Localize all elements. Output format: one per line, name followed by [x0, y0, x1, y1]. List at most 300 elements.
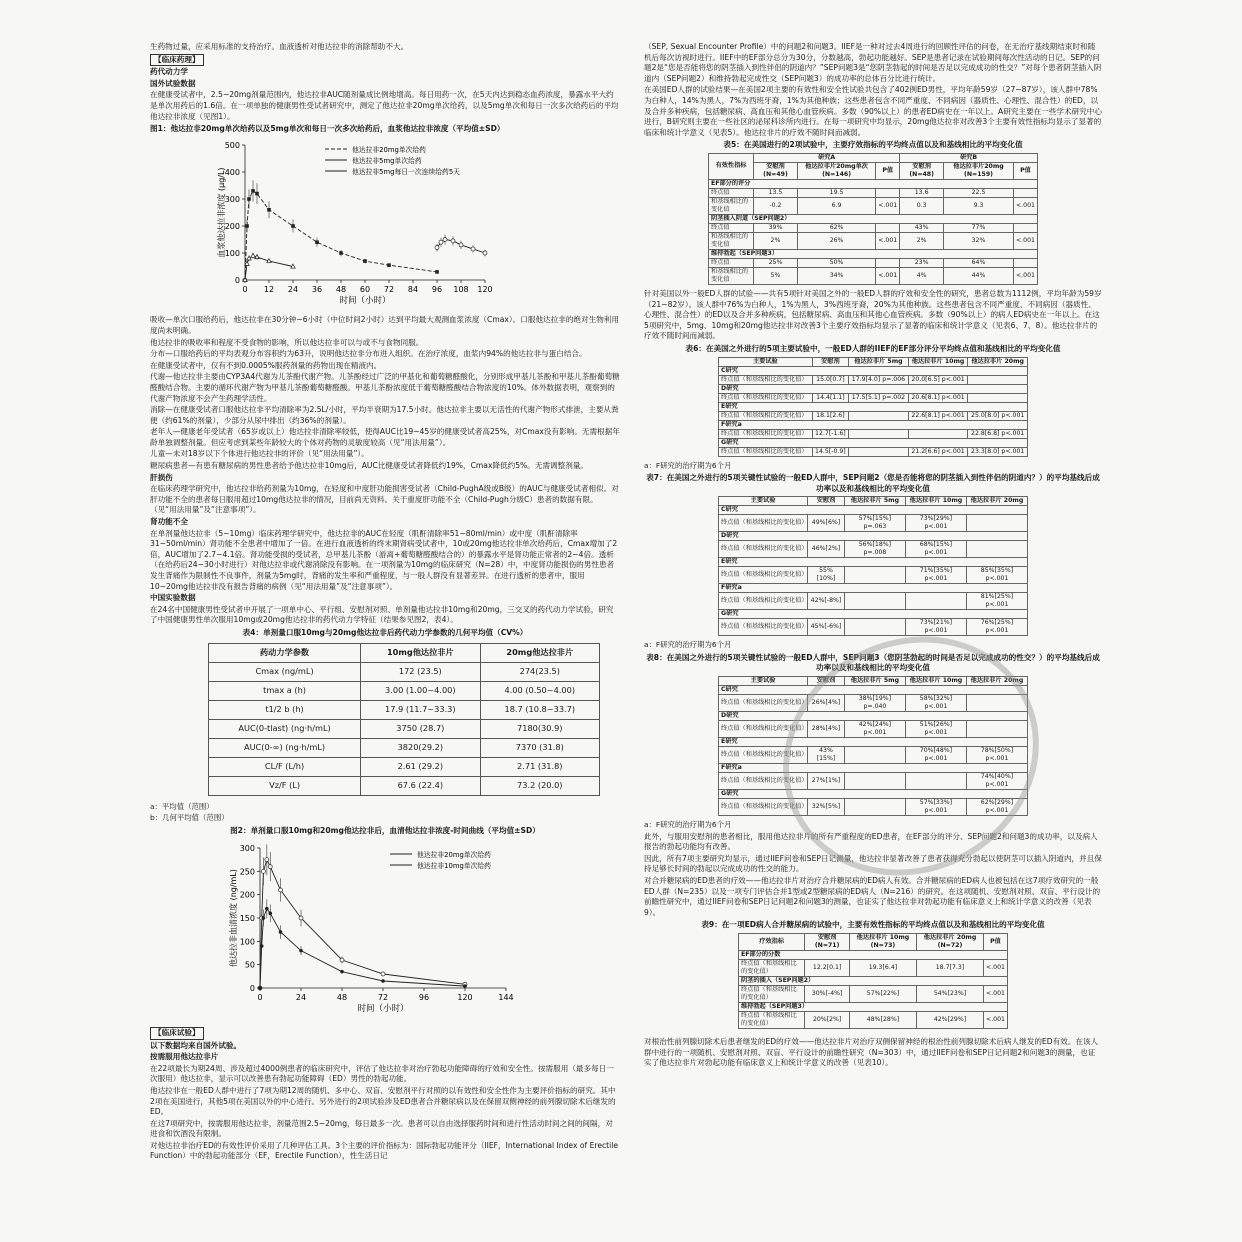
table-cell: AUC(0-∞) (ng·h/mL)	[209, 738, 361, 757]
table-cell: 20.6[8.1] p<.001	[908, 393, 968, 402]
right-column	[644, 42, 1102, 1070]
table-section-row	[719, 366, 1028, 375]
table-cell: 77%	[944, 223, 1014, 232]
table-cell	[1013, 223, 1037, 232]
table-section-row	[709, 214, 1038, 223]
data-point	[265, 858, 269, 862]
data-point	[443, 237, 447, 241]
table-cell: 终点值（和基线相比的变化值）	[719, 515, 808, 532]
x-tick-label: 96	[431, 284, 443, 294]
table5-caption: 表5：在美国进行的2项试验中，主要疗效指标的平均终点值以及和基线相比的平均变化值	[723, 140, 1023, 150]
figure1-caption: 图1：他达拉非20mg单次给药以及5mg单次和每日一次多次给药后，血浆他达拉非浓度（平均值±SD）	[150, 124, 505, 134]
table-cell: 终点值（和基线相比的变化值）	[719, 567, 808, 584]
table-cell: D研究	[719, 532, 1028, 541]
data-point	[291, 224, 295, 228]
diabetes-paragraph: 糖尿病患者—有患有糖尿病的男性患者给予他达拉非10mg后，AUC比健康受试者降低约19%，Cmax降低约5%。无需调整剂量。	[150, 461, 589, 471]
liver-heading: 肝损伤	[150, 472, 173, 482]
data-point	[265, 907, 269, 911]
y-tick-label: 300	[239, 844, 255, 854]
table-cell: 他达拉非片 20mg	[966, 677, 1027, 686]
table7-body	[719, 506, 1028, 636]
table-cell: 2.61 (29.2)	[361, 757, 480, 776]
table9	[738, 933, 1008, 1029]
table-section-row	[719, 558, 1028, 567]
table-cell	[966, 541, 1027, 558]
table-row	[739, 986, 1008, 1003]
legend-label: 他达拉非20mg单次给药	[417, 851, 491, 860]
table4	[208, 643, 600, 796]
note-a: a：平均值（范围）	[150, 801, 214, 811]
table-section-row	[719, 764, 1028, 773]
data-point	[435, 245, 439, 249]
table-cell	[876, 258, 900, 267]
data-point	[279, 931, 283, 935]
table9-body	[739, 951, 1008, 1029]
table-cell: 81%[25%] p<.001	[966, 593, 1027, 610]
table-cell: 46%[2%]	[808, 541, 845, 558]
table-cell: C研究	[719, 506, 1028, 515]
table-cell: 70%[48%] p<.001	[905, 747, 966, 764]
table9-header: P值	[984, 934, 1008, 951]
table-cell: 68%[15%] p<.001	[905, 541, 966, 558]
x-tick-label: 24	[287, 284, 299, 294]
table5-group-b: 研究B	[900, 153, 1038, 162]
table-cell: 62%[29%] p<.001	[966, 799, 1027, 816]
figure1-chart	[150, 137, 610, 312]
table-cell: 12.2[0.1]	[805, 960, 850, 977]
trials-paragraph-4: 对他达拉非治疗ED的有效性评价采用了几种评估工具。3个主要的评价指标为：国际勃起功能评分（IIEF，International Index of Erectile Function）中的勃起功能部分（EF，Erectile Function），性生活日记	[150, 1140, 619, 1161]
data-point	[267, 208, 271, 212]
table-cell: EF部分的分数	[739, 951, 1008, 960]
table-cell: 62%	[797, 223, 875, 232]
table-cell: E研究	[719, 558, 1028, 567]
table5-header: 他达拉非片20mg单次 (N=146)	[797, 162, 875, 179]
table-cell: 55%[10%]	[808, 567, 845, 584]
pk-paragraph: 在健康受试者中，2.5~20mg剂量范围内，他达拉非AUC随剂量成比例地增高。每日用药一次，在5天内达到稳态血药浓度，暴露水平大约是单次用药后的1.6倍。在一项单独的健康男性受试者研究中，测定了他达拉非20mg单次给药，以及5mg单次和每日一次多次给药后的平均他达拉非浓度（见图1）。	[150, 90, 619, 121]
table-row	[719, 695, 1028, 712]
y-tick-label: 150	[239, 914, 255, 924]
x-tick-label: 72	[383, 284, 395, 294]
y-tick-label: 500	[224, 140, 240, 150]
table-cell: 他达拉非片 10mg	[908, 357, 968, 366]
table-cell: E研究	[719, 402, 1028, 411]
table-cell: 13.5	[754, 188, 798, 197]
table-cell: <.001	[984, 986, 1008, 1003]
x-axis-label: 时间（小时）	[339, 295, 391, 306]
liver-paragraph: 在临床药理学研究中，他达拉非给药剂量为10mg，在轻度和中度肝功能损害受试者（Child-PughA级或B级）的AUC与健康受试者相似。对肝功能不全的患者每日服用超过10mg他达拉非的情况，目前尚无资料。关于重度肝功能不全（Child-Pugh分级C）患者的数据有限。（见“用法用量”及“注意事项”）。	[150, 484, 619, 515]
table-cell: G研究	[719, 438, 1028, 447]
us-trials-paragraph: 在美国ED人群的试验结果—在美国2项主要的有效性和安全性试验共包含了402例ED男性，平均年龄59岁（27~87岁），该人群中78%为白种人，14%为黑人，7%为西班牙裔，1%为其他种族；这些患者包含不同严重度、不同病因（器质性、心理性、混合性）的ED，以及合并多种疾病，包括糖尿病、高血压和其他心血管疾病。多数（90%以上）的患者ED病史在一年以上。A研究主要在一些学术研究中心进行，B研究则主要在一些社区的泌尿科诊所内进行。在每一项研究中均显示，20mg他达拉非对改善3个主要有效性指标均显示了显著的临床和统计学意义（见表5）。他达拉非片的疗效不随时间而减弱。	[644, 85, 1102, 137]
table-cell: <.001	[1013, 267, 1037, 284]
table-cell: E研究	[719, 738, 1028, 747]
table-cell: 15.0[0.7]	[812, 375, 848, 384]
table-cell	[968, 375, 1028, 384]
table-cell: 17.9 (11.7~33.3)	[361, 700, 480, 719]
table-cell: 19.3[6.4]	[849, 960, 916, 977]
data-point	[268, 912, 272, 916]
table9-header: 安慰剂 (N=71)	[805, 934, 850, 951]
table-cell: 26%[4%]	[808, 695, 845, 712]
table-row	[209, 738, 600, 757]
table-cell	[849, 429, 909, 438]
table-section-row	[739, 1003, 1008, 1012]
table-cell: 他达拉非片 10mg	[905, 497, 966, 506]
x-tick-label: 84	[407, 284, 419, 294]
table-cell: 安慰剂	[808, 677, 845, 686]
table5-header: 他达拉非片20mg (N=159)	[944, 162, 1014, 179]
prostatectomy-paragraph: 对根治性前列腺切除术后患者继发的ED的疗效——他达拉非片对治疗双侧保留神经的根治性前列腺切除术后病人继发的ED有效。在该人群中进行的一项随机、安慰剂对照、双盲、平行设计的前瞻性研究（N=303）中，通过IIEF问卷和SEP日记问题2和问题3的测量，也证实了他达拉非片对勃起功能有临床意义上和统计学意义的改善（见表10）。	[644, 1037, 1099, 1068]
table4-header: 药动力学参数	[209, 643, 361, 662]
table-cell: 和基线相比的变化值	[709, 232, 754, 249]
table-cell: 14.5[-0.9]	[812, 447, 848, 456]
table-cell: 18.7[7.3]	[916, 960, 983, 977]
table-cell: 主要试验	[719, 677, 808, 686]
table-cell: 44%	[944, 267, 1014, 284]
table-cell: 终点值（和基线相比的变化值）	[719, 747, 808, 764]
table5-header: 安慰剂 (N=49)	[754, 162, 798, 179]
table-cell: 34%	[797, 267, 875, 284]
table-cell: 3820(29.2)	[361, 738, 480, 757]
table-cell	[966, 695, 1027, 712]
table-cell: 48%[28%]	[849, 1012, 916, 1029]
data-point	[387, 263, 391, 267]
table-cell: 终点值（和基线相比的变化值）	[719, 695, 808, 712]
table-cell: 28%[4%]	[808, 721, 845, 738]
table-cell: 他达拉非片 20mg	[966, 497, 1027, 506]
table-cell: 主要试验	[719, 497, 808, 506]
table-cell: 43%[15%]	[808, 747, 845, 764]
y-tick-label: 200	[224, 221, 240, 231]
x-tick-label: 0	[242, 284, 248, 294]
table4-header: 10mg他达拉非片	[361, 643, 480, 662]
table-cell: 终点值（和基线相比的变化值）	[719, 411, 813, 420]
table-cell: 22.6[8.1] p<.001	[908, 411, 968, 420]
table-cell: CL/F (L/h)	[209, 757, 361, 776]
table-cell: 终点值（和基线相比的变化值）	[739, 1012, 805, 1029]
table5-body	[709, 179, 1038, 284]
y-tick-label: 0	[249, 984, 255, 994]
data-point	[279, 888, 283, 892]
data-point	[258, 987, 262, 991]
table-row	[209, 662, 600, 681]
left-column	[150, 42, 620, 1163]
table-cell: 安慰剂	[812, 357, 848, 366]
table-row	[709, 267, 1038, 284]
table6-caption: 表6：在美国之外进行的5项主要试验中，一般ED人群的IIEF的EF部分评分平均终点值和基线相比的平均变化值	[685, 343, 1061, 353]
table-cell	[849, 447, 909, 456]
table-cell	[905, 593, 966, 610]
trials-paragraph-3: 在这7项研究中，按需服用他达拉非，剂量范围2.5~20mg，每日最多一次。患者可以自由选择服药时间和进行性活动时间之间的间隔，对进食和饮酒没有限制。	[150, 1118, 613, 1139]
table-cell: 78%[50%] p<.001	[966, 747, 1027, 764]
kidney-heading: 肾功能不全	[150, 517, 188, 527]
table-cell: 主要试验	[719, 357, 813, 366]
table8-body	[719, 686, 1028, 816]
table8	[718, 676, 1028, 816]
table-cell: 274(23.5)	[480, 662, 599, 681]
data-point	[247, 256, 251, 260]
data-point	[340, 958, 344, 962]
table-cell: D研究	[719, 712, 1028, 721]
legend-label: 他达拉非10mg单次给药	[417, 862, 491, 871]
table-cell: 17.9[4.0] p=.006	[849, 375, 909, 384]
table-section-row	[719, 738, 1028, 747]
y-tick-label: 400	[224, 167, 240, 177]
sep-paragraph: （SEP, Sexual Encounter Profile）中的问题2和问题3。IIEF是一种对过去4周进行的回顾性评估的问卷，在无治疗基线期结束时和随机后每次访视时进行。IIEF中的EF部分总分为30分，分数越高，勃起功能越好。SEP是患者记录在试验期间每次性活动的日记。SEP的问题2是“您是否能将您的阴茎插入到性伴侣的阴道内？”SEP问题3是“您阴茎勃起的时间是否足以完成成功的性交？”对每个患者阴茎插入阴道内（SEP问题2）和维持勃起完成性交（SEP问题3）的成功率的总体百分比进行统计。	[644, 42, 1102, 83]
table-cell: 终点值（和基线相比的变化值）	[739, 960, 805, 977]
data-point	[463, 985, 467, 989]
table-section-row	[709, 179, 1038, 188]
table-cell: 终点值（和基线相比的变化值）	[719, 799, 808, 816]
table-cell	[844, 799, 905, 816]
food-paragraph: 他达拉非的吸收率和程度不受食物的影响，所以他达拉非可以与或不与食物同服。	[150, 337, 424, 347]
table-cell: t1/2 b (h)	[209, 700, 361, 719]
table-cell: 终点值（和基线相比的变化值）	[719, 593, 808, 610]
table-row	[739, 960, 1008, 977]
data-point	[262, 917, 266, 921]
table-cell: 维持勃起（SEP问题3）	[709, 249, 1038, 258]
data-point	[363, 259, 367, 263]
table-cell: 他达拉非片 5mg	[844, 677, 905, 686]
data-point	[251, 253, 255, 257]
table-row	[719, 567, 1028, 584]
summary-paragraph: 因此，所有7项主要研究均显示，通过IIEF问卷和SEP日记测量，他达拉非显著改善了患者获得充分勃起以使阴茎可以插入阴道内，并且保持足够长时间的勃起以完成成功的性交的能力。	[644, 853, 1102, 874]
table-cell: 39%	[754, 223, 798, 232]
table5-header: 有效性指标	[709, 153, 754, 179]
trials-source-heading: 以下数据均来自国外试验。	[150, 1040, 242, 1050]
table-cell: <.001	[876, 197, 900, 214]
x-tick-label: 12	[263, 284, 275, 294]
china-heading: 中国实验数据	[150, 593, 196, 603]
table-row	[709, 258, 1038, 267]
table-cell: 他达拉非片 10mg	[905, 677, 966, 686]
table-row	[719, 593, 1028, 610]
table-row	[719, 393, 1028, 402]
table-cell: 2%	[900, 232, 944, 249]
table-cell: 9.3	[944, 197, 1014, 214]
table-cell	[966, 515, 1027, 532]
semen-paragraph: 在健康受试者中，仅有不到0.0005%服药剂量的药物出现在精液内。	[150, 360, 382, 370]
table-cell: 54%[23%]	[916, 986, 983, 1003]
figure2-caption: 图2：单剂量口服10mg和20mg他达拉非后，血清他达拉非浓度-时间曲线（平均值±SD）	[230, 825, 540, 835]
table-cell: 45%[-6%]	[808, 619, 845, 636]
y-axis-label: 血浆他达拉非浓度 (μg/L)	[217, 167, 226, 258]
table-cell: 终点值（和基线相比的变化值）	[739, 986, 805, 1003]
table-cell: 7370 (31.8)	[480, 738, 599, 757]
foreign-data-heading: 国外试验数据	[150, 78, 196, 88]
table-cell: EF部分的评分	[709, 179, 1038, 188]
x-tick-label: 24	[295, 993, 307, 1003]
table-cell: 73%[29%] p<.001	[905, 515, 966, 532]
table-cell	[876, 188, 900, 197]
kidney-paragraph: 在单剂量他达拉非（5~10mg）临床药理学研究中，他达拉非的AUC在轻度（肌酐清除率51~80ml/min）或中度（肌酐清除率31~50ml/min）肾功能不全患者中增加了一倍。在进行血液透析的终末期肾病受试者中，10或20mg他达拉非单次给药后，Cmax增加了2倍，AUC增加了2.7~4.1倍。肾功能受损的受试者，总甲基儿茶酚（游离+葡萄糖醛酸结合的）的暴露水平是肾功能正常者的2~4倍。透析（在给药后24~30小时进行）对他达拉非或代谢消除没有影响。在一项剂量为10mg的临床研究（N=28）中，中度肾功能损伤的男性患者发生背痛作为限制性不良事件，剂量为5mg时，背痛的发生率和严重程度，与一般人群没有显著差异。在进行透析的患者中，服用10~20mg他达拉非没有报告背痛的病例（见“用法用量”及“注意事项”）。	[150, 528, 618, 591]
x-tick-label: 96	[418, 993, 430, 1003]
table-cell	[844, 619, 905, 636]
table-cell: 19.5	[797, 188, 875, 197]
x-tick-label: 72	[377, 993, 389, 1003]
table-section-row	[739, 951, 1008, 960]
data-point	[261, 870, 265, 874]
table-row	[719, 619, 1028, 636]
x-tick-label: 48	[335, 284, 347, 294]
data-point	[245, 224, 249, 228]
table7-note: a：F研究的治疗期为6个月	[644, 640, 732, 650]
data-point	[247, 197, 251, 201]
table-cell: 172 (23.5)	[361, 662, 480, 681]
data-point	[471, 247, 475, 251]
table-cell: 23%	[900, 258, 944, 267]
table-cell: 32%	[944, 232, 1014, 249]
data-point	[435, 270, 439, 274]
table-cell: 2.71 (31.8)	[480, 757, 599, 776]
table-cell: 57%[22%]	[849, 986, 916, 1003]
table-cell: 13.6	[900, 188, 944, 197]
table-cell: 22.8[6.8] p<.001	[968, 429, 1028, 438]
table-cell: AUC(0-tlast) (ng·h/mL)	[209, 719, 361, 738]
y-tick-label: 100	[239, 937, 255, 947]
table-cell: 18.1[2.6]	[812, 411, 848, 420]
table-row	[719, 773, 1028, 790]
trials-paragraph-1: 在22项最长为期24周、涉及超过4000例患者的临床研究中，评估了他达拉非对治疗勃起功能障碍的疗效和安全性。按需服用（最多每日一次服用）他达拉非，显示可以改善患有勃起功能障碍（ED）男性的勃起功能。	[150, 1063, 614, 1084]
table-cell: 58%[32%] p<.001	[905, 695, 966, 712]
table-cell: G研究	[719, 790, 1028, 799]
table-cell: C研究	[719, 686, 1028, 695]
data-point	[381, 980, 385, 984]
table-cell	[968, 393, 1028, 402]
table-cell: 终点值（和基线相比的变化值）	[719, 393, 813, 402]
data-point	[315, 240, 319, 244]
table-section-row	[719, 402, 1028, 411]
y-axis-label: 他达拉非血清浓度 (ng/mL)	[229, 869, 238, 968]
y-tick-label: 250	[239, 867, 255, 877]
table-cell	[844, 773, 905, 790]
series-line	[245, 191, 437, 280]
y-tick-label: 300	[224, 194, 240, 204]
table-cell: 25.0[8.0] p<.001	[968, 411, 1028, 420]
table-cell: 21.2[6.6] p<.001	[908, 447, 968, 456]
table5-header: P值	[876, 162, 900, 179]
severity-paragraph: 此外，与服用安慰剂的患者相比，服用他达拉非片的所有严重程度的ED患者，在EF部分的评分、SEP问题2和问题3的成功率，以及病人报告的勃起功能均有改善。	[644, 831, 1098, 852]
table-section-row	[709, 249, 1038, 258]
x-tick-label: 108	[453, 284, 469, 294]
table-cell	[876, 223, 900, 232]
table-cell: 终点值	[709, 188, 754, 197]
table-cell: 终点值（和基线相比的变化值）	[719, 447, 813, 456]
table-cell: 57%[15%] p=.063	[844, 515, 905, 532]
data-point	[439, 240, 443, 244]
x-tick-label: 120	[457, 993, 473, 1003]
table-cell: 4.00 (0.50~4.00)	[480, 681, 599, 700]
legend-label: 他达拉非5mg单次给药	[352, 156, 422, 165]
table-cell: 安慰剂	[808, 497, 845, 506]
table-row	[709, 188, 1038, 197]
outside-us-paragraph: 针对美国以外一般ED人群的试验——共有5项针对美国之外的一般ED人群的疗效和安全性的研究，患者总数为1112例，平均年龄为59岁（21~82岁）。该人群中76%为白种人，1%为黑人，3%西班牙裔，20%为其他种族。这些患者包含不同严重度、不同病因（器质性、心理性、混合性）的ED以及合并多种疾病，包括糖尿病、高血压和其他心血管疾病。多数（90%以上）的病人ED病史在一年以上。在这5项研究中，5mg、10mg和20mg他达拉非对改善3个主要疗效指标均显示了显著的临床和统计学意义（见表6、7、8）。他达拉非片的疗效不随时间而减弱。	[644, 288, 1102, 341]
table-cell: 74%[40%] p<.001	[966, 773, 1027, 790]
table-cell: 20.0[6.5] p<.001	[908, 375, 968, 384]
table-cell	[966, 721, 1027, 738]
table9-header: 他达拉非片 20mg (N=72)	[916, 934, 983, 951]
y-tick-label: 0	[234, 275, 240, 285]
table-section-row	[719, 712, 1028, 721]
table-cell: 6.9	[797, 197, 875, 214]
table-cell	[844, 747, 905, 764]
table-cell: <.001	[984, 960, 1008, 977]
table-row	[209, 719, 600, 738]
table-section-row	[719, 384, 1028, 393]
table-cell: F研究a	[719, 584, 1028, 593]
table-row	[719, 429, 1028, 438]
table-cell: 17.5[5.1] p=.002	[849, 393, 909, 402]
table-cell: 49%[6%]	[808, 515, 845, 532]
table-section-row	[719, 532, 1028, 541]
table-cell: 26%	[797, 232, 875, 249]
table-cell: 他达拉非片 5mg	[844, 497, 905, 506]
table-section-row	[719, 610, 1028, 619]
table5-header: 安慰剂 (N=48)	[900, 162, 944, 179]
table-cell: 64%	[944, 258, 1014, 267]
table8-note: a：F研究的治疗期为6个月	[644, 820, 732, 830]
table-section-row	[719, 506, 1028, 515]
table-cell: 56%[18%] p=.008	[844, 541, 905, 558]
table-cell: 42%[24%] p<.001	[844, 721, 905, 738]
table9-header: 疗效指标	[739, 934, 805, 951]
table-row	[719, 375, 1028, 384]
table-cell: 终点值（和基线相比的变化值）	[719, 541, 808, 558]
data-point	[255, 192, 259, 196]
table-cell: 20%[2%]	[805, 1012, 850, 1029]
table-cell: 76%[25%] p<.001	[966, 619, 1027, 636]
table-cell: 4%	[900, 267, 944, 284]
y-tick-label: 100	[224, 248, 240, 258]
absorption-paragraph: 吸收—单次口服给药后，他达拉非在30分钟~6小时（中位时间2小时）达到平均最大观测血浆浓度（Cmax）。口服他达拉非的绝对生物利用度尚未明确。	[150, 315, 619, 335]
table-cell	[1013, 188, 1037, 197]
table-cell: 42%[-8%]	[808, 593, 845, 610]
table-row	[739, 1012, 1008, 1029]
table-cell: 14.4[1.1]	[812, 393, 848, 402]
table4-caption: 表4：单剂量口服10mg与20mg他达拉非后药代动力学参数的几何平均值（CV%）	[242, 627, 528, 637]
table-cell	[905, 773, 966, 790]
table-cell: -0.2	[754, 197, 798, 214]
elimination-paragraph: 消除—在健康受试者口服他达拉非平均清除率为2.5L/小时，平均半衰期为17.5小时。他达拉非主要以无活性的代谢产物形式排泄，主要从粪便（约61%的剂量），少部分从尿中排出（约36%的剂量）。	[150, 405, 619, 425]
x-tick-label: 0	[257, 993, 263, 1003]
table-cell	[844, 593, 905, 610]
table-cell: 85%[35%] p<.001	[966, 567, 1027, 584]
table-row	[709, 232, 1038, 249]
table-cell: 71%[35%] p<.001	[905, 567, 966, 584]
pk-heading: 药代动力学	[150, 67, 188, 77]
table-row	[719, 799, 1028, 816]
table-cell: 22.5	[944, 188, 1014, 197]
x-axis-label: 时间（小时）	[357, 1004, 409, 1015]
table-cell: 50%	[797, 258, 875, 267]
legend-label: 他达拉非5mg每日一次连续给药5天	[352, 167, 460, 176]
table-cell	[1013, 258, 1037, 267]
children-paragraph: 儿童—未对18岁以下个体进行他达拉非的评价（见“用法用量”）。	[150, 449, 369, 459]
metabolism-paragraph: 代谢—他达拉非主要由CYP3A4代谢为儿茶酚代谢产物。儿茶酚经过广泛的甲基化和葡萄糖醛酸化，分别形成甲基儿茶酚和甲基儿茶酚葡萄糖醛酸结合物。主要的循环代谢产物为甲基儿茶酚葡萄糖醛酸。甲基儿茶酚浓度低于葡萄糖醛酸结合物浓度的10%。体外数据表明，观察到的代谢产物浓度不会产生药理学活性。	[150, 372, 620, 403]
table-cell: 73.2 (20.0)	[480, 776, 599, 795]
table-row	[719, 541, 1028, 558]
table-cell: F研究a	[719, 420, 1028, 429]
table-cell: F研究a	[719, 764, 1028, 773]
table-cell: tmax a (h)	[209, 681, 361, 700]
data-point	[299, 916, 303, 920]
on-demand-heading: 按需服用他达拉非片	[150, 1052, 219, 1062]
table-cell: 终点值（和基线相比的变化值）	[719, 773, 808, 790]
diabetes-efficacy-paragraph: 对合并糖尿病的ED患者的疗效——他达拉非片对治疗合并糖尿病的ED病人有效。合并糖尿病的ED病人也被包括在这7项疗效研究的一般ED人群（N=235）以及一项专门评估合并1型或2型糖尿病的ED病人（N=216）的研究。在这项随机、安慰剂对照、双盲、平行设计的前瞻性研究中，通过IIEF问卷和SEP日记问题2和问题3的测量，也证实了他达拉非对勃起功能有临床意义上和统计学意义的改善（见表9）。	[644, 876, 1101, 917]
table-cell: <.001	[876, 267, 900, 284]
table9-caption: 表9：在一项ED病人合并糖尿病的试验中，主要有效性指标的平均终点值以及和基线相比的平均变化值	[701, 920, 1045, 930]
table-cell: <.001	[984, 1012, 1008, 1029]
table5-header: P值	[1013, 162, 1037, 179]
